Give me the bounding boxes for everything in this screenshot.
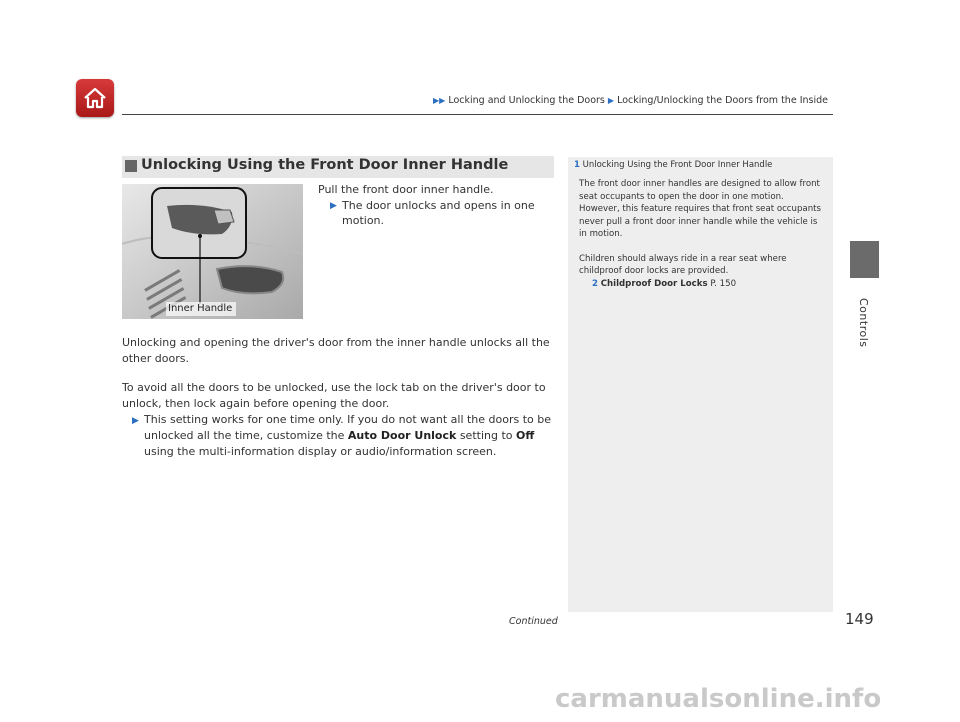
triangle-arrow-icon: ▶ [330,200,337,211]
note-paragraph-1: The front door inner handles are designed to allow front seat occupants to open the door in one motion. However, this feature requires that front seat occupants never pull a front door inner handle while the vehicle is in motion. [579,179,821,239]
cross-reference-icon: 2 [592,278,598,289]
section-title: Unlocking Using the Front Door Inner Handle [141,157,509,173]
setting-note-text [144,412,554,460]
paragraph-avoid-unlock: To avoid all the doors to be unlocked, use the lock tab on the driver's door to unlock, then lock again before opening the door. [122,381,546,410]
watermark: carmanualsonline.info [555,684,882,714]
setting-note [122,412,554,460]
setting-value: Off [516,429,535,442]
xref-title: Childproof Door Locks [600,278,708,289]
home-icon [82,85,108,111]
breadcrumb-level2[interactable]: Locking/Unlocking the Doors from the Inside [617,95,828,106]
paragraph-unlock-all: Unlocking and opening the driver's door from the inner handle unlocks all the other doors. [122,336,550,365]
continued-label: Continued [509,616,558,627]
door-handle-illustration [122,184,303,319]
note-number: 1 [574,160,580,170]
childproof-locks-link[interactable] [592,278,827,291]
breadcrumb-level1[interactable]: Locking and Unlocking the Doors [448,95,605,106]
setting-note-part2: setting to [459,429,513,442]
chapter-tab-label: Controls [857,298,870,348]
xref-page: P. 150 [710,278,737,289]
section-header [122,156,554,178]
triangle-arrow-icon: ▶ [132,416,139,426]
figure-callout-label: Inner Handle [168,303,233,314]
result-text: The door unlocks and opens in one motion. [342,198,535,227]
sidebar-note-body [579,178,827,290]
setting-name: Auto Door Unlock [347,429,457,442]
home-button[interactable] [76,79,114,117]
section-marker-icon [125,160,137,172]
intro-step [318,182,548,229]
page-number: 149 [845,610,874,628]
door-handle-figure [122,184,303,319]
setting-note-part3: using the multi-information display or audio/information screen. [144,445,497,458]
result-bullet [330,198,548,229]
setting-note-part1: This setting works for one time only. If you do not want all the doors to be unlocked all the time, customize the [144,413,552,442]
note-heading-text: Unlocking Using the Front Door Inner Handle [582,160,773,170]
sidebar-note-heading [574,160,772,170]
chapter-tab[interactable] [850,241,879,278]
note-paragraph-2: Children should always ride in a rear seat where childproof door locks are provided. [579,253,787,276]
triangle-arrow-icon: ▶▶ [433,96,446,105]
header-divider [122,114,833,115]
step-text: Pull the front door inner handle. [318,183,494,196]
triangle-arrow-icon: ▶ [607,96,615,105]
breadcrumb [433,95,828,106]
